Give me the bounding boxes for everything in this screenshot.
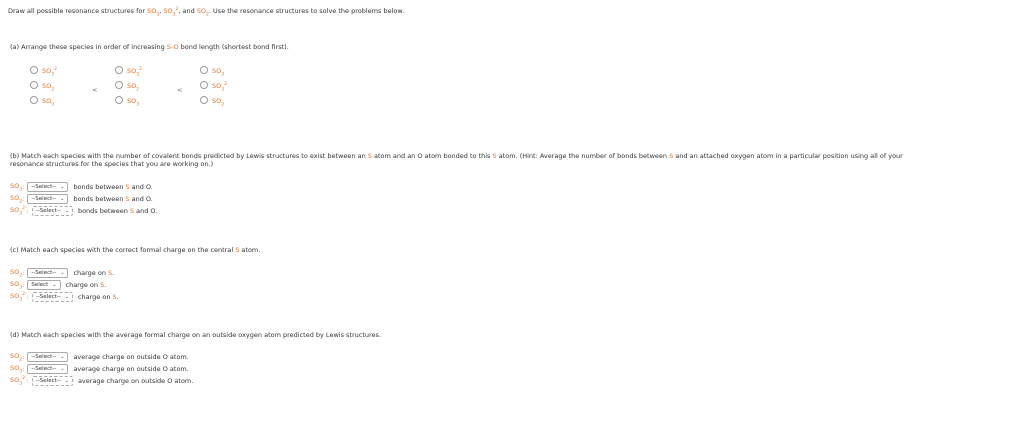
chevron-down-icon: ⌄ [64, 294, 69, 301]
chevron-down-icon: ⌄ [60, 184, 65, 191]
part-b-prompt: (b) Match each species with the number of covalent bonds predicted by Lewis structures to exist between an S atom and an O atom bonded to this S atom. (Hint: Average the number of bonds between S and an attached oxygen atom in a particular position using all of your [10, 152, 903, 160]
select-value: --Select-- [35, 294, 61, 301]
chevron-down-icon: ⌄ [60, 366, 65, 373]
select-value: --Select-- [31, 270, 57, 277]
species-label: $SO_2$ [10, 268, 23, 279]
chevron-down-icon: ⌄ [60, 196, 65, 203]
select-dropdown[interactable] [27, 194, 68, 204]
select-dropdown[interactable] [27, 352, 68, 362]
species-so3-2minus: $SO_3^2$ [163, 7, 179, 18]
part-a-prompt: (a) Arrange these species in order of increasing S-O bond length (shortest bond first). [10, 43, 289, 51]
radio-button[interactable] [30, 81, 38, 89]
part-c-prompt: (c) Match each species with the correct formal charge on the central S atom. [10, 246, 261, 254]
order-option[interactable] [200, 81, 227, 92]
radio-button[interactable] [200, 96, 208, 104]
match-row: $SO_3$ : Select ⌄ charge on S. [10, 280, 107, 291]
radio-button[interactable] [115, 81, 123, 89]
species-label: $SO_2$ [10, 352, 23, 363]
less-than-sign: < [92, 86, 98, 94]
species-label: $SO_3$ [10, 280, 23, 291]
order-option[interactable] [200, 66, 224, 77]
species-label: $SO_2$ [127, 82, 140, 93]
species-label: $SO_3$ [42, 97, 55, 108]
radio-button[interactable] [30, 96, 38, 104]
radio-button[interactable] [30, 66, 38, 74]
match-row: $SO_2$ : --Select-- ⌄ charge on S. [10, 268, 115, 279]
radio-button[interactable] [200, 81, 208, 89]
row-text: bonds between S and O. [77, 207, 158, 216]
order-option[interactable] [115, 66, 142, 77]
species-label: $SO_2$ [42, 82, 55, 93]
select-value: --Select-- [31, 354, 57, 361]
order-option[interactable] [30, 96, 54, 107]
row-text: bonds between S and O. [73, 195, 153, 204]
match-row: $SO_3$ : --Select-- ⌄ average charge on outside O atom. [10, 364, 189, 375]
species-label: $SO_3^2$ [212, 81, 227, 93]
chevron-down-icon: ⌄ [64, 378, 69, 385]
species-label: $SO_3$ [127, 97, 140, 108]
select-dropdown[interactable] [32, 292, 73, 302]
chevron-down-icon: ⌄ [60, 270, 65, 277]
row-text: bonds between S and O. [73, 183, 153, 192]
select-value: Select [31, 282, 49, 289]
select-value: --Select-- [35, 378, 61, 385]
species-so3: $SO_3$ [147, 7, 160, 18]
row-text: average charge on outside O atom. [73, 353, 189, 362]
radio-button[interactable] [115, 66, 123, 74]
select-dropdown[interactable] [32, 376, 73, 386]
order-option[interactable] [30, 81, 54, 92]
species-label: $SO_2$ [10, 194, 23, 205]
row-text: charge on S. [65, 281, 107, 290]
select-dropdown[interactable] [27, 268, 68, 278]
row-text: average charge on outside O atom. [73, 365, 189, 374]
species-label: $SO_3$ [10, 182, 23, 193]
species-label: $SO_3^2$ [42, 66, 57, 78]
order-option[interactable] [115, 81, 139, 92]
less-than-sign: < [177, 86, 183, 94]
intro-text: Draw all possible resonance structures for $SO_3$, $SO_3^2$, and $SO_2$. Use the resonance structures to solve the problems below. [8, 7, 405, 18]
chevron-down-icon: ⌄ [60, 354, 65, 361]
part-b-prompt-line2: resonance structures for the species that you are working on.) [10, 160, 214, 168]
match-row: $SO_3^{2-}$ : --Select-- ⌄ average charge on outside O atom. [10, 376, 194, 387]
chevron-down-icon: ⌄ [52, 282, 57, 289]
chevron-down-icon: ⌄ [64, 208, 69, 215]
species-label: $SO_3^{2-}$ [10, 292, 27, 303]
select-dropdown[interactable] [27, 182, 68, 192]
select-value: --Select-- [31, 184, 57, 191]
select-dropdown[interactable] [32, 206, 73, 216]
part-d-prompt: (d) Match each species with the average formal charge on an outside oxygen atom predicted by Lewis structures. [10, 331, 381, 339]
species-so2: $SO_2$ [196, 7, 209, 18]
select-value: --Select-- [31, 366, 57, 373]
species-label: $SO_3^{2-}$ [10, 376, 27, 387]
row-text: charge on S. [73, 269, 115, 278]
radio-button[interactable] [115, 96, 123, 104]
match-row: $SO_2$ : --Select-- ⌄ average charge on outside O atom. [10, 352, 189, 363]
species-label: $SO_3$ [10, 364, 23, 375]
order-option[interactable] [30, 66, 57, 77]
species-label: $SO_3$ [212, 67, 225, 78]
match-row: $SO_3^{2-}$ : --Select-- ⌄ bonds between S and O. [10, 206, 158, 217]
match-row: $SO_2$ : --Select-- ⌄ bonds between S and O. [10, 194, 153, 205]
species-label: $SO_3^{2-}$ [10, 206, 27, 217]
order-option[interactable] [115, 96, 139, 107]
intro-text-before: Draw all possible resonance structures for [8, 7, 148, 16]
select-dropdown[interactable] [27, 280, 60, 290]
row-text: average charge on outside O atom. [77, 377, 194, 386]
order-option[interactable] [200, 96, 224, 107]
radio-button[interactable] [200, 66, 208, 74]
species-label: $SO_2$ [212, 97, 225, 108]
select-value: --Select-- [35, 208, 61, 215]
row-text: charge on S. [77, 293, 119, 302]
match-row: $SO_3$ : --Select-- ⌄ bonds between S and O. [10, 182, 153, 193]
select-value: --Select-- [31, 196, 57, 203]
species-label: $SO_3^2$ [127, 66, 142, 78]
select-dropdown[interactable] [27, 364, 68, 374]
match-row: $SO_3^{2-}$ : --Select-- ⌄ charge on S. [10, 292, 119, 303]
